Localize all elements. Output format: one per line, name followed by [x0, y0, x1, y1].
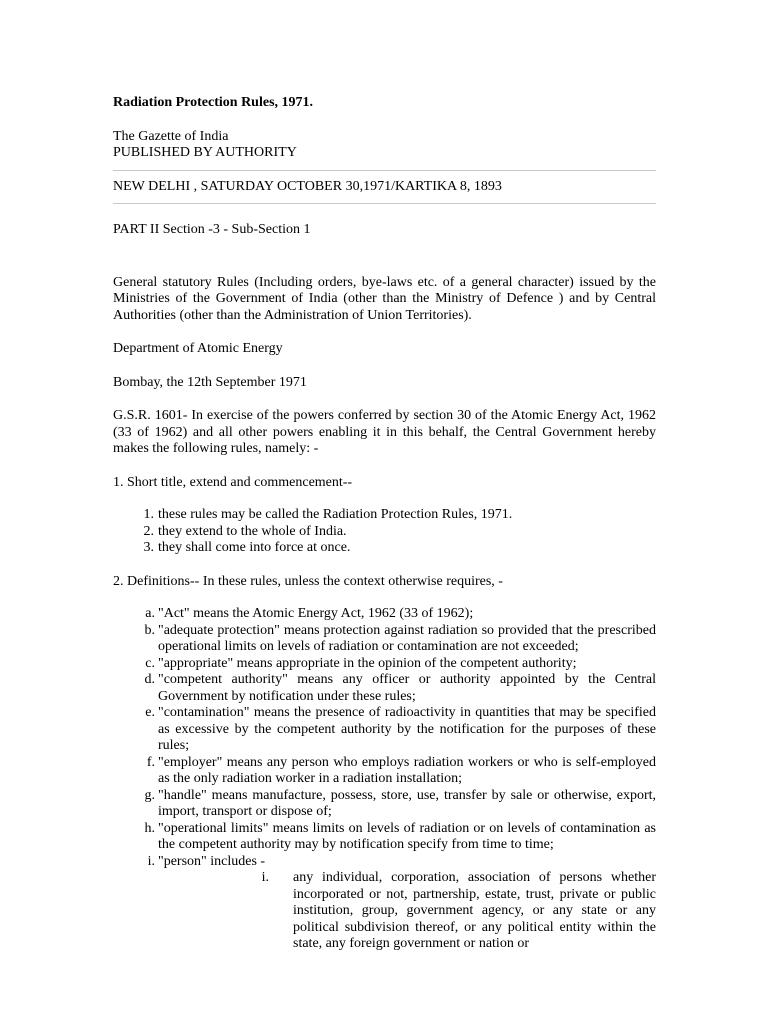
divider-top [113, 170, 656, 171]
definition-text: "appropriate" means appropriate in the opinion of the competent authority; [158, 655, 577, 671]
list-marker: f. [146, 754, 155, 770]
definition-text: "operational limits" means limits on levels of radiation or on levels of contamination as the competent authority may by notification specify from time to time; [158, 820, 656, 852]
definition-text: "person" includes - [158, 853, 266, 869]
list-item-text: these rules may be called the Radiation Protection Rules, 1971. [158, 507, 513, 522]
place-date-line: Bombay, the 12th September 1971 [113, 374, 307, 390]
definition-text: "adequate protection" means protection against radiation so provided that the prescribed operational limits on levels of radiation or contamination are not exceeded; [158, 622, 656, 654]
list-marker: b. [144, 622, 155, 638]
definition-text: "Act" means the Atomic Energy Act, 1962 (33 of 1962); [158, 606, 474, 621]
definition-item [113, 656, 656, 673]
person-sublist [158, 870, 656, 953]
gazette-subtitle: PUBLISHED BY AUTHORITY [113, 145, 297, 160]
definition-item [113, 755, 656, 788]
section-2-heading: 2. Definitions-- In these rules, unless the context otherwise requires, - [113, 573, 503, 589]
list-item-text: they shall come into force at once. [158, 540, 351, 555]
section-1-heading: 1. Short title, extend and commencement-- [113, 474, 353, 490]
list-item [113, 524, 656, 541]
definitions-list [113, 606, 656, 953]
list-marker: i. [261, 870, 269, 885]
definition-item [113, 672, 656, 705]
definition-item [113, 606, 656, 623]
divider-bottom [113, 203, 656, 204]
list-marker: d. [144, 672, 155, 687]
definition-item [113, 623, 656, 656]
part-heading: PART II Section -3 - Sub-Section 1 [113, 222, 311, 237]
list-marker: 2. [143, 523, 154, 539]
dateline: NEW DELHI , SATURDAY OCTOBER 30,1971/KARTIKA 8, 1893 [113, 178, 502, 194]
list-marker: c. [145, 655, 155, 671]
list-marker: g. [144, 787, 155, 803]
department-line: Department of Atomic Energy [113, 341, 283, 356]
list-marker: e. [145, 705, 155, 720]
gsr-paragraph: G.S.R. 1601- In exercise of the powers conferred by section 30 of the Atomic Energy Act, 1962 (33 of 1962) and all other powers enabling it in this behalf, the Central Government hereby makes the following rules, namely: - [113, 408, 656, 456]
intro-paragraph: General statutory Rules (Including orders, bye-laws etc. of a general character) issued by the Ministries of the Government of India (other than the Ministry of Defence ) and by Central Authorities (other than the Administration of Union Territories). [113, 274, 656, 323]
sub-list-item-text: any individual, corporation, association of persons whether incorporated or not, partnership, estate, trust, private or public institution, group, government agency, or any state or any political subdivision thereof, or any political entity within the state, any foreign government or nation or [293, 870, 656, 951]
gazette-name: The Gazette of India [113, 128, 229, 144]
list-marker: i. [147, 853, 155, 869]
list-marker: 1. [143, 507, 154, 522]
list-item-text: they extend to the whole of India. [158, 523, 347, 539]
definition-text: "handle" means manufacture, possess, store, use, transfer by sale or otherwise, export, import, transport or dispose of; [158, 787, 656, 819]
list-item [113, 540, 656, 557]
list-marker: 3. [143, 540, 154, 555]
list-marker: h. [144, 820, 155, 836]
definition-item [113, 788, 656, 821]
definition-item [113, 705, 656, 755]
section-1-list [113, 507, 656, 557]
list-marker: a. [145, 606, 155, 621]
sub-list-item [158, 870, 656, 953]
definition-text: "employer" means any person who employs radiation workers or who is self-employed as the only radiation worker in a radiation installation; [158, 754, 656, 786]
document-title: Radiation Protection Rules, 1971. [113, 95, 314, 110]
definition-item [113, 854, 656, 953]
document-body [113, 95, 656, 953]
definition-item [113, 821, 656, 854]
definition-text: "contamination" means the presence of radioactivity in quantities that may be specified as excessive by the competent authority by the notification for the purposes of these rules; [158, 705, 656, 753]
definition-text: "competent authority" means any officer or authority appointed by the Central Government by notification under these rules; [158, 672, 656, 704]
list-item [113, 507, 656, 524]
